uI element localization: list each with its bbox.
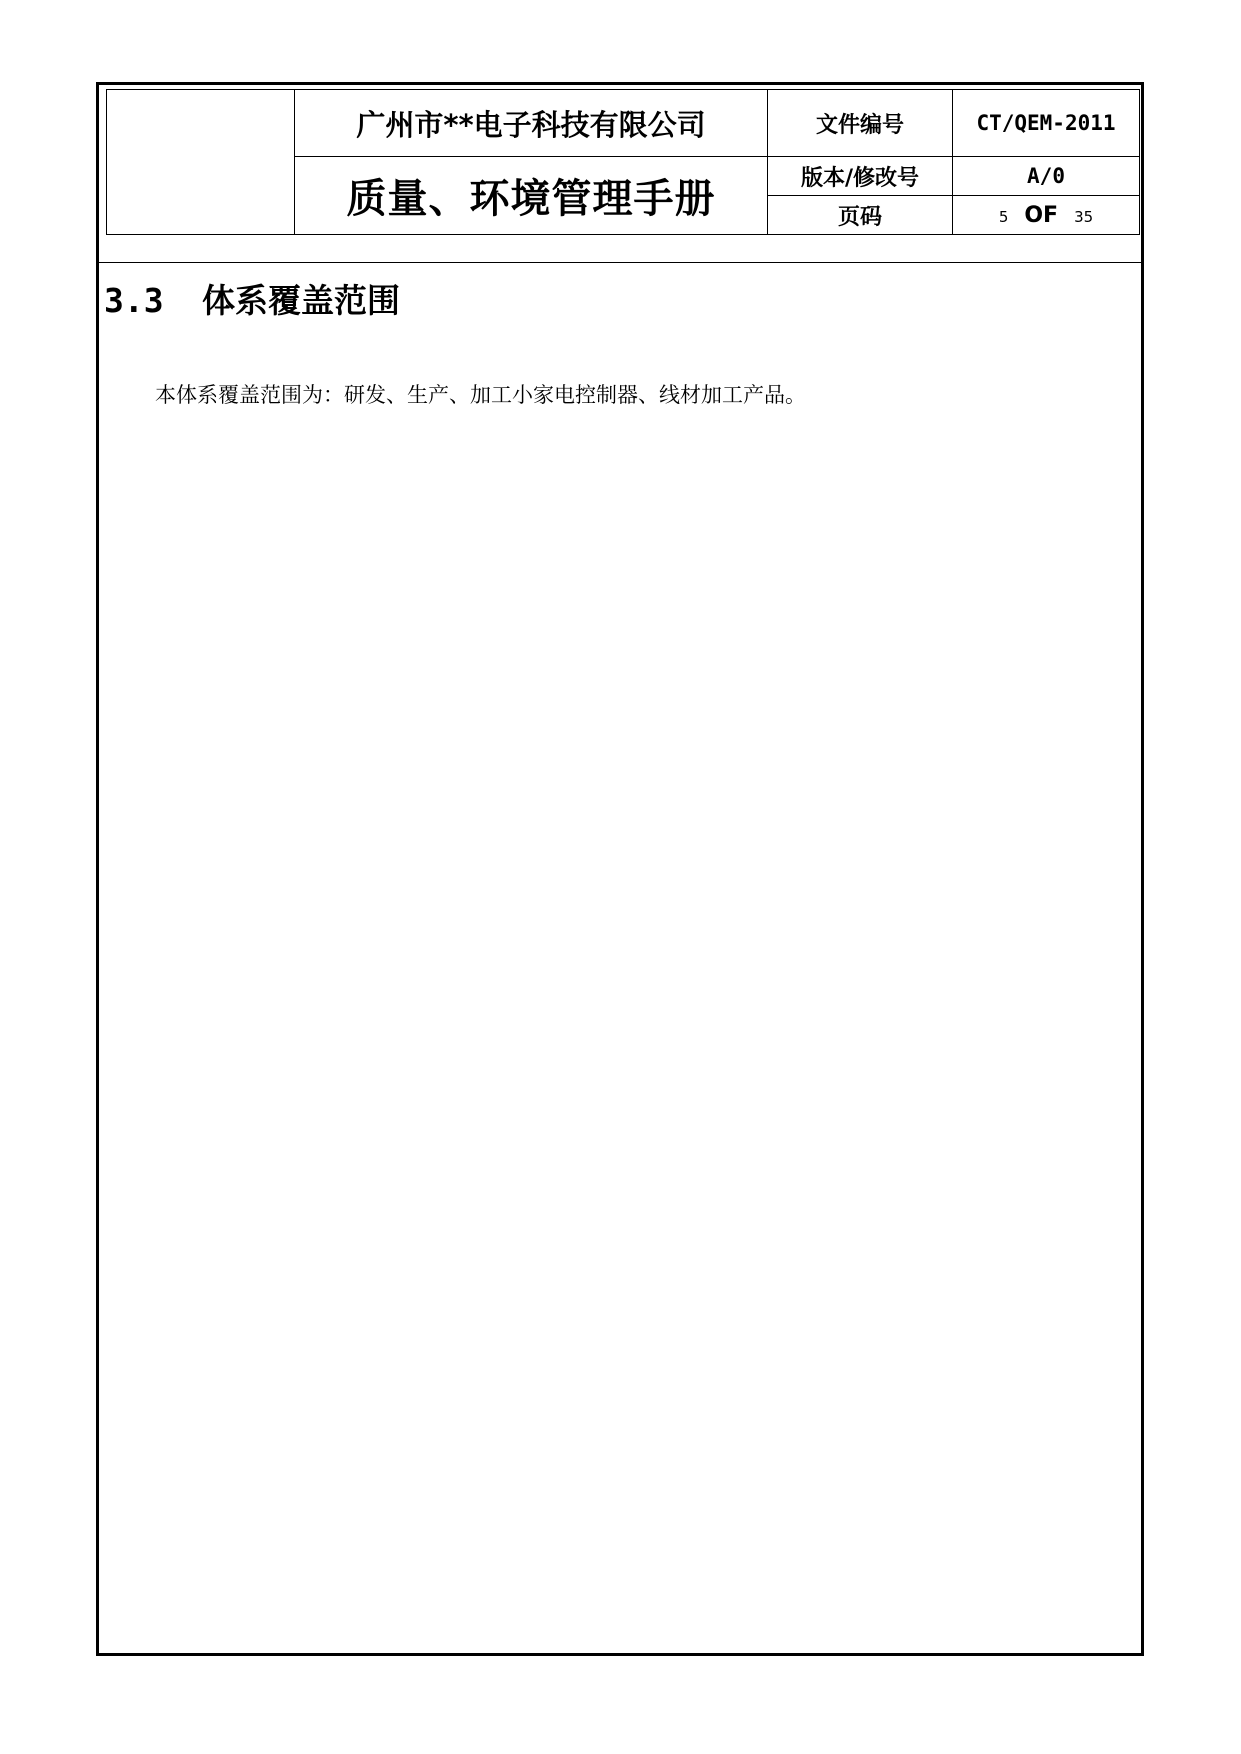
section-heading <box>104 275 400 322</box>
page-total: 35 <box>1074 207 1094 226</box>
page-indicator <box>953 196 1140 235</box>
document-header-table <box>106 89 1140 235</box>
company-name: 广州市**电子科技有限公司 <box>295 90 768 157</box>
section-title: 体系覆盖范围 <box>202 281 400 320</box>
version-label: 版本/修改号 <box>768 157 953 196</box>
body-paragraph: 本体系覆盖范围为：研发、生产、加工小家电控制器、线材加工产品。 <box>155 383 806 407</box>
doc-number-label: 文件编号 <box>768 90 953 157</box>
page-label: 页码 <box>768 196 953 235</box>
manual-title: 质量、环境管理手册 <box>295 157 768 235</box>
page-current: 5 <box>998 207 1009 226</box>
doc-number-value: CT/QEM-2011 <box>953 90 1140 157</box>
logo-cell <box>107 90 295 235</box>
section-number: 3.3 <box>104 281 164 320</box>
header-divider <box>96 262 1141 263</box>
page-of: OF <box>1024 202 1059 228</box>
version-value: A/0 <box>953 157 1140 196</box>
